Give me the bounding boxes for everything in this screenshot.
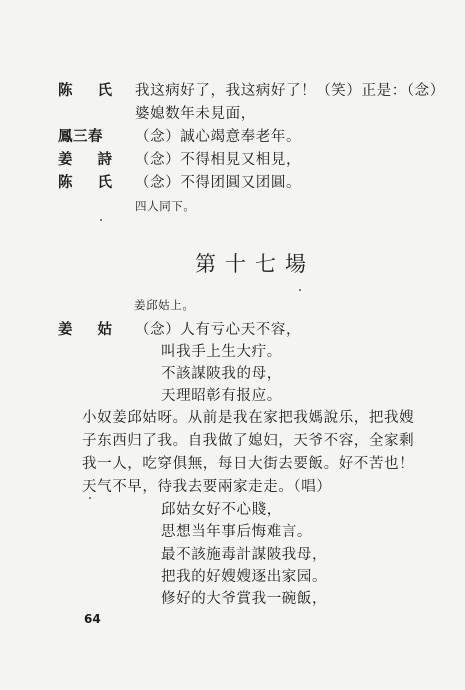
dialogue-line: 我这病好了，我这病好了！（笑）正是：（念） xyxy=(135,83,445,99)
dialogue-line: （念）不得相見又相見， xyxy=(135,152,302,168)
verse-line: （念）人有亏心天不容， xyxy=(135,322,302,338)
dialogue-line: 婆媳数年未見面， xyxy=(135,106,256,122)
dialogue-line: （念）不得团圓又团圓。 xyxy=(135,175,302,191)
verse-line: 把我的好嫂嫂逐出家园。 xyxy=(161,569,328,585)
verse-line: 思想当年事后悔难言。 xyxy=(161,524,312,540)
prose-line: 我一人，吃穿俱無，每日大街去要飯。好不苦也！ xyxy=(82,456,415,472)
speaker-jiang-gu: 姜 姑 xyxy=(58,321,123,338)
verse-line: 不該謀陂我的母， xyxy=(161,366,282,382)
verse-line: 修好的大爷賞我一碗飯， xyxy=(161,591,328,607)
speaker-jiang-shi: 姜 詩 xyxy=(58,151,123,168)
speaker-feng-san-chun: 鳳三春 xyxy=(58,128,103,145)
prose-line: 天气不早，待我去要兩家走走。（唱） xyxy=(82,479,332,495)
verse-line: 天理昭彰有报应。 xyxy=(161,388,282,404)
stage-direction: 四人同下。 xyxy=(135,199,196,213)
stage-direction: 姜邱姑上。 xyxy=(134,298,195,312)
print-speck xyxy=(89,497,91,499)
prose-line: 小奴姜邱姑呀。从前是我在家把我媽說乐，把我嫂 xyxy=(82,410,415,426)
dialogue-line: （念）誠心竭意奉老年。 xyxy=(135,129,302,145)
page-number: 64 xyxy=(84,612,101,626)
verse-line: 叫我手上生大疔。 xyxy=(161,344,282,360)
speaker-chen-shi: 陈 氏 xyxy=(58,82,123,99)
verse-line: 邱姑女好不心賤， xyxy=(161,502,282,518)
prose-line: 子东西归了我。自我做了媳妇，天爷不容，全家剩 xyxy=(82,433,415,449)
speaker-chen-shi: 陈 氏 xyxy=(58,174,123,191)
print-speck xyxy=(299,289,301,291)
print-speck xyxy=(100,219,102,221)
verse-line: 最不該施毒計謀陂我母， xyxy=(161,547,328,563)
scene-title: 第十七場 xyxy=(195,252,315,276)
